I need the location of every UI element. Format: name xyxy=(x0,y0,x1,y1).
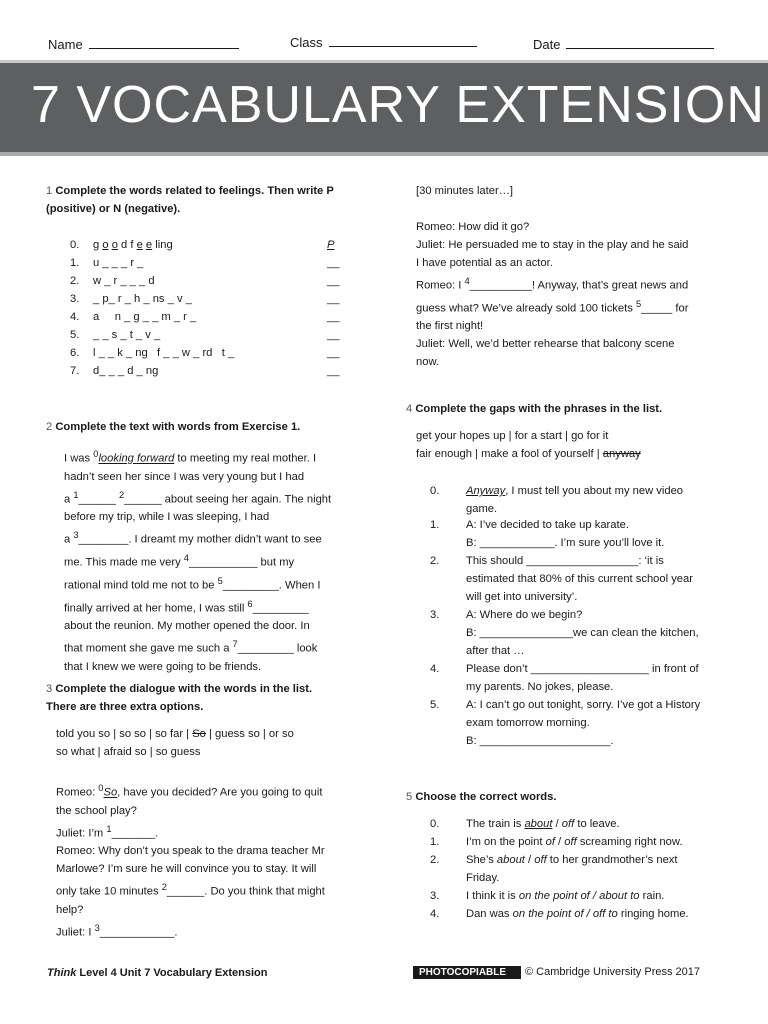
list-item[interactable]: This should __________________: ‘it is estimated that 80% of this current school year will get into university’. xyxy=(466,555,693,603)
date-line[interactable] xyxy=(566,36,714,49)
class-line[interactable] xyxy=(329,34,477,47)
ex5-questions: 0. The train is about / off to leave. 1. I’m on the point of / off screaming right now. 2. She’s about / off to her grandmother’s next Friday. 3. I think it is on the point of / about to rain. 4. Dan was on the point of / off to ringing home. xyxy=(430,815,730,925)
name-field[interactable] xyxy=(48,36,239,52)
exercise-5 xyxy=(406,788,726,806)
photocopiable-badge: PHOTOCOPIABLE xyxy=(413,966,521,979)
ex2-title: 2 Complete the text with words from Exercise 1. xyxy=(46,421,301,433)
list-item: Anyway, I must tell you about my new video game. xyxy=(466,485,684,515)
name-line[interactable] xyxy=(89,36,239,49)
date-field[interactable] xyxy=(533,36,714,52)
page-title: 7 VOCABULARY EXTENSION xyxy=(31,76,765,134)
ex4-title: 4 Complete the gaps with the phrases in the list. xyxy=(406,403,663,415)
ex2-line[interactable]: a $^3$________. I dreamt my mother didn’t want to see xyxy=(64,530,322,547)
ex2-example-answer: looking forward xyxy=(98,452,175,465)
ex1-title-line1: Complete the words related to feelings. Then write P xyxy=(55,185,334,197)
ex1-example-answer: P xyxy=(327,239,335,251)
ex2-line: I was $^0$looking forward to meeting my real mother. I xyxy=(64,449,317,465)
ex4-phrase-list: get your hopes up | for a start | go for it fair enough | make a fool of yourself | anyway xyxy=(416,430,641,460)
list-item[interactable]: I’m on the point of / off screaming right now. xyxy=(466,836,683,848)
ex1-list: 0. g o o d f e e ling P 1. u _ _ _ r _ __ 2. w _ r _ _ _ d __ 3. _ p_ r _ h _ ns _ v _ __ 4. a n _ g _ _ m _ r _ __ 5. _ _ s _ t _ v _ __ 6. l _ _ k _ ng f _ _ w _ rd t _ __ 7. d_ _ _ d _ ng __ xyxy=(70,236,370,386)
list-item[interactable]: A: I can’t go out tonight, sorry. I’ve got a History exam tomorrow morning. B: _____________________. xyxy=(466,699,701,747)
list-item[interactable]: A: I’ve decided to take up karate. B: ____________. I’m sure you’ll love it. xyxy=(466,519,665,549)
ex2-line[interactable]: a $^1$______ $^2$______ about seeing her again. The night xyxy=(64,489,332,506)
list-item[interactable]: A: Where do we begin? B: _______________we can clean the kitchen, after that … xyxy=(466,609,699,657)
time-note: [30 minutes later…] xyxy=(416,185,514,197)
ex3-example-answer: So xyxy=(103,786,118,799)
list-item[interactable]: Please don’t ___________________ in front of my parents. No jokes, please. xyxy=(466,663,699,693)
ex3-title-line2: There are three extra options. xyxy=(46,701,204,713)
exercise-3 xyxy=(46,680,376,716)
list-item[interactable]: She’s about / off to her grandmother’s next Friday. xyxy=(466,854,678,884)
ex2-line[interactable]: finally arrived at her home, I was still $^6$_________ xyxy=(64,598,309,615)
ex3-dialogue: Romeo: $^0$So, have you decided? Are you going to quit the school play? Juliet: I’m $^1$_______. Romeo: Why don’t you speak to the drama teacher Mr Marlowe? I’m sure he will convince you to stay. It will only take 10 minutes $^2$______. Do you think that might help? Juliet: I $^3$____________. xyxy=(56,783,325,939)
ex4-questions: 0. Anyway, I must tell you about my new video game. 1. A: I’ve decided to take up karate. B: ____________. I’m sure you’ll love it. 2. This should __________________: ‘it is estimated that 80% of this current school year will get into university’. 3. A: Where do we begin? B: _______________we can clean the kitchen, after that … 4. Please don’t ___________________ in front of my parents. No jokes, please. 5. A: I can’t go out tonight, sorry. I’ve got a History exam tomorrow morning. B: _____________________. xyxy=(430,482,730,752)
ex1-title-line2: (positive) or N (negative). xyxy=(46,203,181,215)
ex5-title: 5 Choose the correct words. xyxy=(406,791,557,803)
ex2-text xyxy=(64,445,364,676)
exercise-4 xyxy=(406,400,726,418)
ex3-title: 3 Complete the dialogue with the words in the list. xyxy=(46,683,313,695)
ex2-line[interactable]: me. This made me very $^4$___________ but my xyxy=(64,553,295,569)
ex3-struck-word: So xyxy=(192,728,206,740)
exercise-2 xyxy=(46,418,376,436)
list-item[interactable]: I think it is on the point of / about to rain. xyxy=(466,890,665,902)
ex2-line[interactable]: rational mind told me not to be $^5$_________. When I xyxy=(64,575,321,592)
footer-copyright: PHOTOCOPIABLE © Cambridge University Press 2017 xyxy=(413,966,700,979)
class-label: Class xyxy=(290,35,323,50)
ex2-line: about the reunion. My mother opened the door. In xyxy=(64,620,310,633)
ex3-word-list: told you so | so so | so far | So | guess so | or so so what | afraid so | so guess xyxy=(56,728,294,758)
ex2-line[interactable]: that moment she gave me such a $^7$_________ look xyxy=(64,639,318,656)
list-item[interactable]: Dan was on the point of / off to ringing home. xyxy=(466,908,689,920)
ex3-continuation: [30 minutes later…] Romeo: How did it go? Juliet: He persuaded me to stay in the play and he said I have potential as an actor. Romeo: I $^4$__________! Anyway, that’s great news and guess what? We’ve already sold 100 tickets $^5$_____ for the first night! Juliet: Well, we’d better rehearse that balcony scene now. xyxy=(416,182,726,371)
title-banner xyxy=(0,60,768,156)
ex1-number: 1 xyxy=(46,185,53,197)
ex1-title xyxy=(46,182,376,200)
ex2-line: before my trip, while I was sleeping, I had xyxy=(64,511,270,524)
name-label: Name xyxy=(48,37,83,52)
exercise-1 xyxy=(46,182,376,218)
ex2-line: hadn’t seen her since I was very young but I had xyxy=(64,470,305,483)
ex2-line: that I knew we were going to be friends. xyxy=(64,661,262,674)
date-label: Date xyxy=(533,37,561,52)
class-field[interactable] xyxy=(290,34,477,50)
ex1-example-word: g o o d f e e ling xyxy=(93,239,173,251)
ex4-struck-phrase: anyway xyxy=(602,448,641,460)
footer-book-info: Think Level 4 Unit 7 Vocabulary Extension xyxy=(47,967,268,979)
list-item: The train is about / off to leave. xyxy=(466,818,620,830)
